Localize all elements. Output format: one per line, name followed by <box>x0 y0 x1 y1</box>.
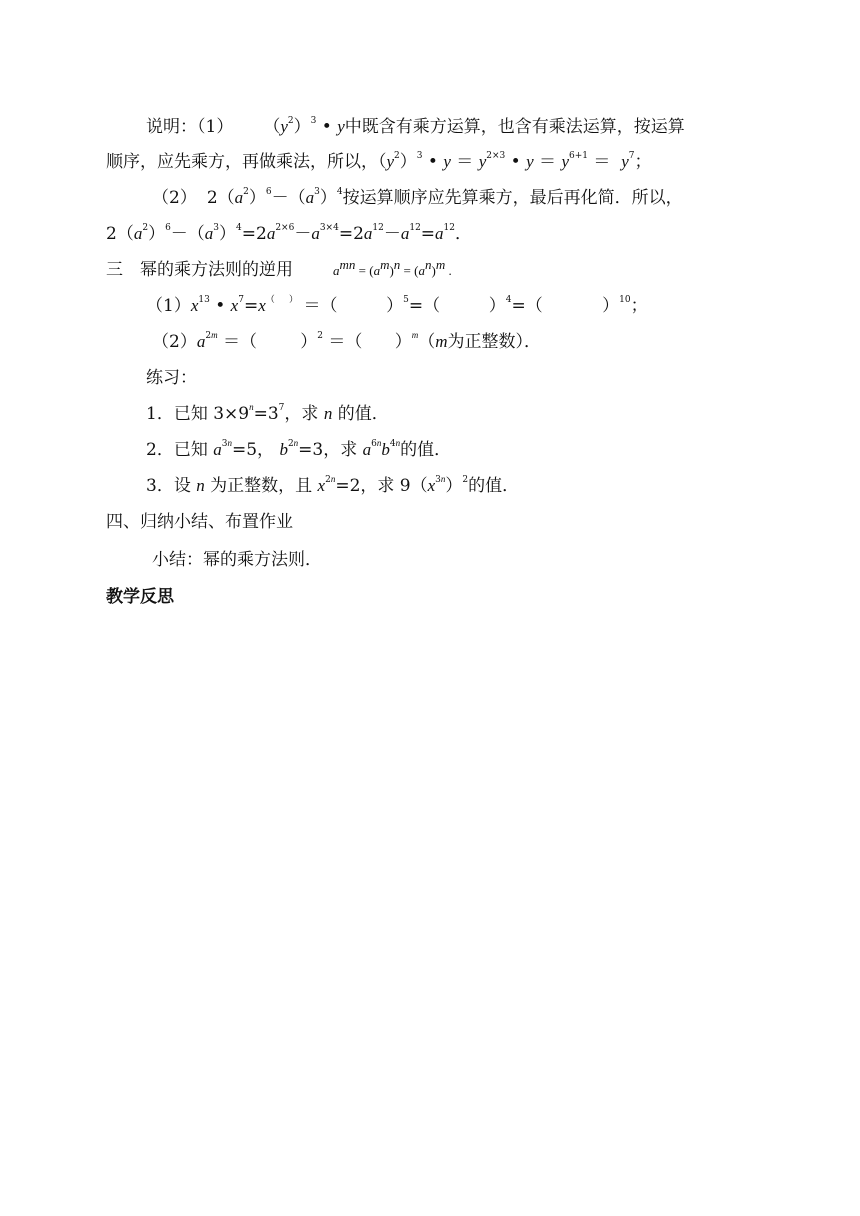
section-3-item-1 <box>146 294 648 318</box>
explanation-line-3 <box>152 186 683 210</box>
explanation-text: 中既含有乘方运算，也含有乘法运算，按运算 <box>344 117 685 137</box>
exercise-2-text: 的值． <box>400 440 452 460</box>
explanation-label-2: （2） <box>152 188 197 208</box>
reflection-heading: 教学反思 <box>106 587 174 607</box>
math-expr: $x^{13}$ • $x^7=x^{( )}$ ＝（ ）$^5$=（ ）$^4$=（ ）$^{10}$； <box>190 295 648 316</box>
math-expr: $a^{2m}$ ＝（ ）$^2$ ＝（ ）$^m$（m <box>196 330 448 352</box>
explanation-line-4 <box>106 222 472 246</box>
exercise-1-text: 1．已知 3×9 <box>146 404 250 424</box>
item-1-label: （1） <box>146 296 191 316</box>
exercise-3: 3．设 n 为正整数，且 $x^{2n}=2$，求 $9(x^{3n})^2$的值． <box>146 474 520 496</box>
exercise-3-text: =2，求 9（ <box>335 476 428 496</box>
exercise-2-text: =3，求 <box>298 440 358 460</box>
item-2-note: 为正整数）． <box>447 332 542 352</box>
explanation-text: 按运算顺序应先算乘方，最后再化简．所以， <box>342 188 683 208</box>
exercise-3-text: 3．设 <box>146 476 191 496</box>
exercise-1-text: =3 <box>253 404 279 424</box>
exercises-heading: 练习： <box>146 368 197 388</box>
exercise-3-text: 的值． <box>468 476 520 496</box>
exercise-1-text: ，求 <box>284 404 319 424</box>
math-expr: $(y^2)^3$ • $y = y^{2\times 3}$ • $y = y^{6+1} = y^7$； <box>378 151 652 172</box>
exercise-1-text: 的值． <box>337 404 389 424</box>
math-expr: $2(a^2)^6-(a^3)^4=2a^{2\times 6}-a^{3\times 4}=2a^{12}-a^{12}=a^{12}$． <box>106 223 472 244</box>
exercise-1: 1．已知 $3\times 9^n=3^7$，求 n 的值． <box>146 402 389 424</box>
inverse-formula: $a^{mn} = (a^m)^n = (a^n)^m$ . <box>333 257 452 278</box>
exercise-2: 2．已知 $a^{3n}=5$， $b^{2n}=3$，求 $a^{6n}b^{4n}$的值． <box>146 438 452 460</box>
section-4-summary: 小结：幂的乘方法则． <box>152 550 322 570</box>
math-expr: $2(a^2)^6-(a^3)^4$ <box>206 187 343 208</box>
explanation-line-2 <box>106 150 652 174</box>
explanation-label: 说明：（1） <box>146 117 234 137</box>
exercise-3-text: 为正整数，且 <box>210 476 313 496</box>
section-4-heading: 四、归纳小结、布置作业 <box>106 512 293 532</box>
explanation-text: 顺序，应先乘方，再做乘法，所以， <box>106 152 378 172</box>
section-3-item-2 <box>152 330 541 354</box>
section-3-title: 三 幂的乘方法则的逆用 <box>106 260 293 280</box>
section-3-heading <box>106 258 452 283</box>
explanation-line-1 <box>146 115 685 139</box>
item-2-label: （2） <box>152 332 197 352</box>
exercise-2-text: 2．已知 <box>146 440 208 460</box>
math-expr: $(y^2)^3$ • y <box>263 116 345 137</box>
exercise-2-text: =5， <box>231 440 275 460</box>
